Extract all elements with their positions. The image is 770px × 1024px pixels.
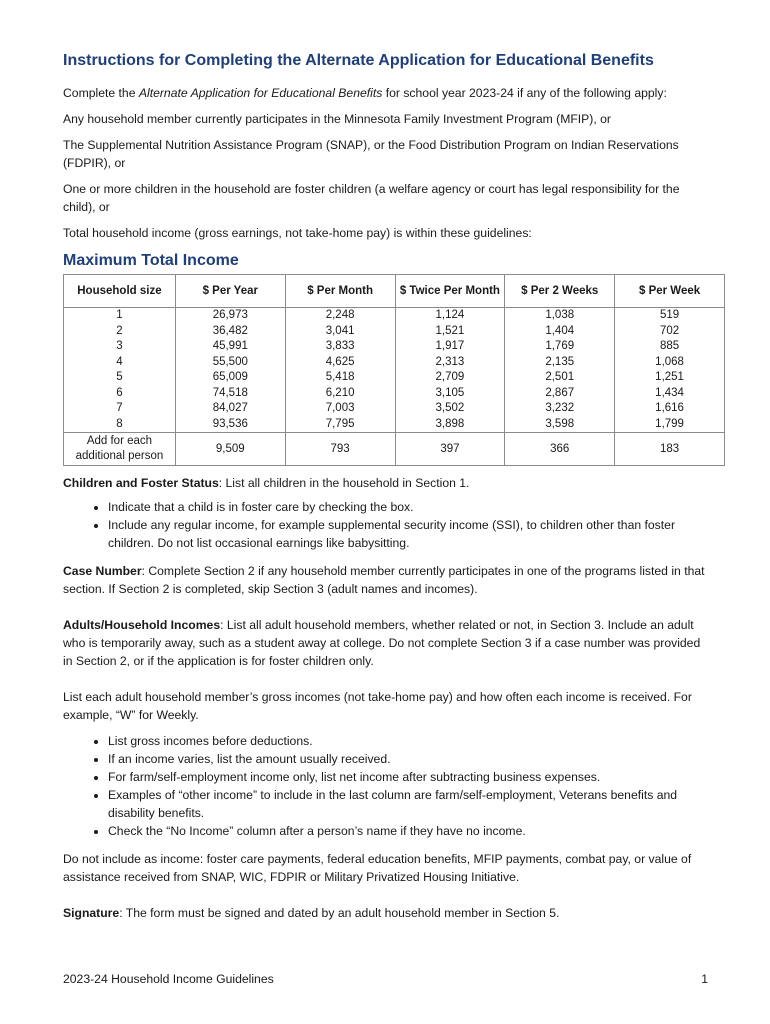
table-cell: 1,521 (395, 324, 505, 340)
table-body (64, 308, 725, 433)
col-per-2-weeks: $ Per 2 Weeks (505, 275, 615, 308)
table-cell: 885 (615, 339, 725, 355)
exclusions-paragraph: Do not include as income: foster care payments, federal education benefits, MFIP payments, combat pay, or value of assistance received from SNAP, WIC, FDPIR or Military Privatized Housing Initiative. (63, 852, 692, 884)
table-cell: 84,027 (175, 401, 285, 417)
table-cell: 1,124 (395, 308, 505, 324)
table-row (64, 370, 725, 386)
gross-income-bullets (63, 732, 708, 840)
table-row (64, 401, 725, 417)
signature-text: : The form must be signed and dated by an adult household member in Section 5. (119, 906, 560, 920)
table-cell: 4,625 (285, 355, 395, 371)
table-cell: 3,502 (395, 401, 505, 417)
col-per-week: $ Per Week (615, 275, 725, 308)
list-item: • Examples of “other income” to include in the last column are farm/self-employment, Veterans benefits and disability benefits. (108, 786, 708, 822)
table-cell: 74,518 (175, 386, 285, 402)
table-row (64, 386, 725, 402)
table-cell: 3,105 (395, 386, 505, 402)
intro-form-name: Alternate Application for Educational Benefits (138, 86, 383, 100)
table-cell: 3 (64, 339, 176, 355)
table-row (64, 308, 725, 324)
table-cell: 3,598 (505, 417, 615, 433)
table-cell: 93,536 (175, 417, 285, 433)
table-cell: 55,500 (175, 355, 285, 371)
table-cell: 702 (615, 324, 725, 340)
table-cell: 1,038 (505, 308, 615, 324)
table-cell: 397 (395, 433, 505, 466)
table-row (64, 339, 725, 355)
table-cell: 1,799 (615, 417, 725, 433)
list-item: • Include any regular income, for example supplemental security income (SSI), to children other than foster children. Do not list occasional earnings like babysitting. (108, 516, 708, 552)
table-cell: 2,248 (285, 308, 395, 324)
page-number: 1 (701, 972, 708, 986)
table-cell: 3,041 (285, 324, 395, 340)
table-cell: 366 (505, 433, 615, 466)
table-cell: 2,313 (395, 355, 505, 371)
table-cell: 5,418 (285, 370, 395, 386)
intro-suffix: for school year 2023-24 if any of the following apply: (382, 86, 667, 100)
income-guidelines-table (63, 274, 725, 466)
list-item: • Indicate that a child is in foster care by checking the box. (108, 498, 708, 516)
case-number-text: : Complete Section 2 if any household member currently participates in one of the programs listed in that section. If Section 2 is completed, skip Section 3 (adult names and incomes). (63, 564, 705, 596)
table-cell: 183 (615, 433, 725, 466)
table-row (64, 324, 725, 340)
case-number-label: Case Number (63, 564, 142, 578)
table-row (64, 417, 725, 433)
page-footer (63, 972, 708, 986)
condition-mfip: Any household member currently participates in the Minnesota Family Investment Program (MFIP), or (63, 112, 611, 126)
table-cell: 2,135 (505, 355, 615, 371)
table-cell: 793 (285, 433, 395, 466)
col-per-year: $ Per Year (175, 275, 285, 308)
table-cell: 7,003 (285, 401, 395, 417)
list-item: • If an income varies, list the amount usually received. (108, 750, 708, 768)
table-cell: 1 (64, 308, 176, 324)
intro-paragraph (63, 84, 708, 102)
table-cell: 1,434 (615, 386, 725, 402)
col-twice-per-month: $ Twice Per Month (395, 275, 505, 308)
col-household-size: Household size (64, 275, 176, 308)
adults-paragraph (63, 616, 708, 670)
table-cell: 1,404 (505, 324, 615, 340)
table-cell: 6 (64, 386, 176, 402)
condition-income: Total household income (gross earnings, not take-home pay) is within these guidelines: (63, 226, 532, 240)
table-cell: 1,068 (615, 355, 725, 371)
table-cell: 9,509 (175, 433, 285, 466)
table-cell: 2 (64, 324, 176, 340)
table-header-row (64, 275, 725, 308)
document-page (63, 52, 708, 930)
footer-title: 2023-24 Household Income Guidelines (63, 972, 274, 986)
table-heading: Maximum Total Income (63, 252, 239, 269)
children-paragraph (63, 474, 708, 492)
table-cell: 2,501 (505, 370, 615, 386)
table-cell: 7 (64, 401, 176, 417)
table-cell: 519 (615, 308, 725, 324)
signature-paragraph (63, 904, 708, 922)
children-section (63, 474, 708, 552)
signature-label: Signature (63, 906, 120, 920)
table-cell: Add for each additional person (64, 433, 176, 466)
adults-label: Adults/Household Incomes (63, 618, 221, 632)
table-cell: 1,616 (615, 401, 725, 417)
table-cell: 1,917 (395, 339, 505, 355)
table-cell: 1,251 (615, 370, 725, 386)
children-label: Children and Foster Status (63, 476, 219, 490)
children-bullets (63, 498, 708, 552)
condition-snap: The Supplemental Nutrition Assistance Program (SNAP), or the Food Distribution Program on Indian Reservations (FDPIR), or (63, 138, 679, 170)
table-cell: 26,973 (175, 308, 285, 324)
table-row (64, 355, 725, 371)
list-item: • For farm/self-employment income only, list net income after subtracting business expenses. (108, 768, 708, 786)
table-cell: 3,833 (285, 339, 395, 355)
condition-foster: One or more children in the household are foster children (a welfare agency or court has legal responsibility for the child), or (63, 182, 680, 214)
list-item: • List gross incomes before deductions. (108, 732, 708, 750)
col-per-month: $ Per Month (285, 275, 395, 308)
table-cell: 65,009 (175, 370, 285, 386)
table-cell: 8 (64, 417, 176, 433)
intro-prefix: Complete the (63, 86, 139, 100)
table-cell: 2,709 (395, 370, 505, 386)
list-item: • Check the “No Income” column after a person’s name if they have no income. (108, 822, 708, 840)
case-number-paragraph (63, 562, 708, 598)
page-title: Instructions for Completing the Alternate Application for Educational Benefits (63, 52, 654, 69)
table-cell: 1,769 (505, 339, 615, 355)
table-cell: 7,795 (285, 417, 395, 433)
table-cell: 3,232 (505, 401, 615, 417)
table-row-additional (64, 433, 725, 466)
table-cell: 4 (64, 355, 176, 371)
table-cell: 36,482 (175, 324, 285, 340)
table-cell: 6,210 (285, 386, 395, 402)
children-text: : List all children in the household in Section 1. (218, 476, 470, 490)
table-cell: 3,898 (395, 417, 505, 433)
gross-income-paragraph: List each adult household member’s gross incomes (not take-home pay) and how often each income is received. For example, “W” for Weekly. (63, 690, 692, 722)
table-cell: 5 (64, 370, 176, 386)
table-cell: 2,867 (505, 386, 615, 402)
adults-text: : List all adult household members, whether related or not, in Section 3. Include an adult who is temporarily away, such as a student away at college. Do not complete Section 3 if a case number was provided in Section 2, or if the application is for foster children only. (63, 618, 701, 668)
table-cell: 45,991 (175, 339, 285, 355)
